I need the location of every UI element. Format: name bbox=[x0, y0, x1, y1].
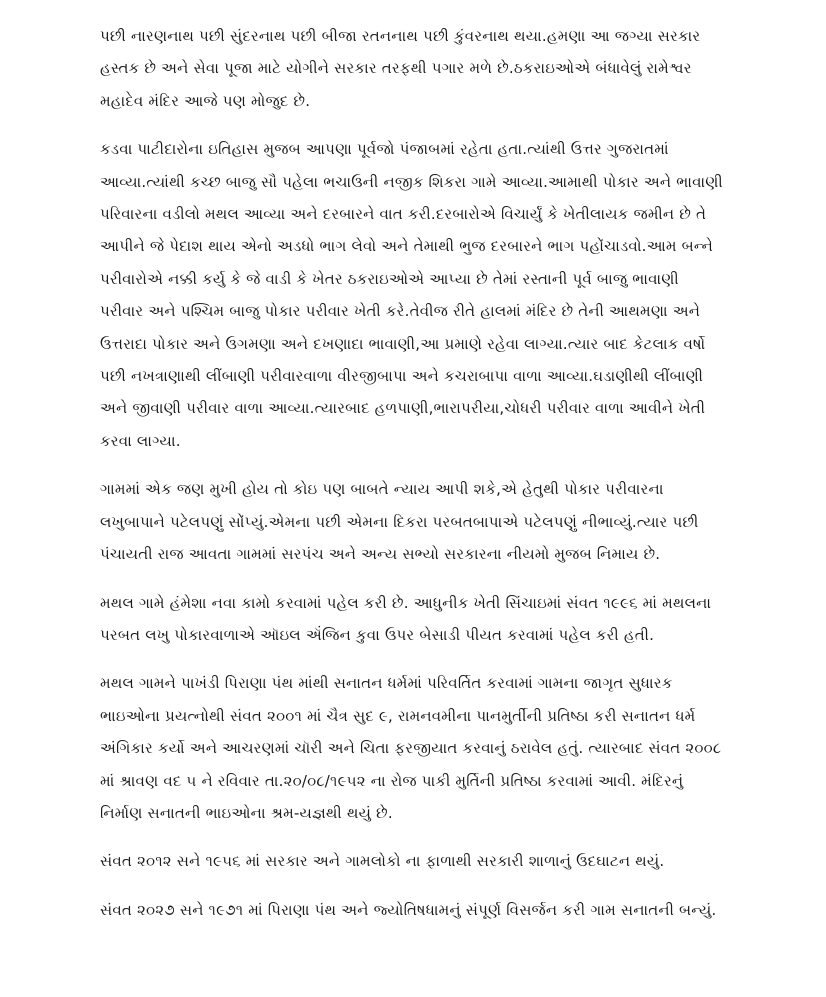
paragraph-3: ગામમાં એક જણ મુખી હોય તો કોઇ પણ બાબતે ન્યાય આપી શકે,એ હેતુથી પોકાર પરીવારના લખુબાપાને પટેલપણું સોંપ્યું.એમના પછી એમના દિકરા પરબતબાપાએ પટેલપણું નીભાવ્યું.ત્યાર પછી પંચાયતી રાજ આવતા ગામમાં સરપંચ અને અન્ય સભ્યો સરકારના નીયમો મુજબ નિમાય છે. bbox=[100, 480, 699, 564]
paragraph-4: મથલ ગામે હંમેશા નવા કામો કરવામાં પહેલ કરી છે. આધુનીક ખેતી સિંચાઇમાં સંવત ૧૯૯૬ માં મથલના પરબત લખુ પોકારવાળાએ ઑઇલ ઍંજિન કુવા ઉપર બેસાડી પીયત કરવામાં પહેલ કરી હતી. bbox=[100, 593, 712, 644]
paragraph-7: સંવત ૨૦૨૭ સને ૧૯૭૧ માં પિરાણા પંથ અને જ્યોતિષધામનું સંપૂર્ણ વિસર્જન કરી ગામ સનાતની બન્યું. bbox=[100, 900, 717, 919]
paragraph-2: કડવા પાટીદારોના ઇતિહાસ મુજબ આપણા પૂર્વજો પંજાબમાં રહેતા હતા.ત્યાંથી ઉત્તર ગુજરાતમાં આવ્યા.ત્યાંથી કચ્છ બાજુ સૌ પહેલા ભચાઉની નજીક શિકરા ગામે આવ્યા.આમાથી પોકાર અને ભાવાણી પરિવારના વડીલો મથલ આવ્યા અને દરબારને વાત કરી.દરબારોએ વિચાર્યું કે ખેતીલાયક જમીન છે તે આપીને જે પેદાશ થાય એનો અડધો ભાગ લેવો અને તેમાથી ભુજ દરબારને ભાગ પહોંચાડવો.આમ બન્ને પરીવારોએ નક્કી કર્યુ કે જે વાડી કે ખેતર ઠકરાઇઓએ આપ્યા છે તેમાં રસ્તાની પૂર્વ બાજુ ભાવાણી પરીવાર અને પશ્ચિમ બાજુ પોકાર પરીવાર ખેતી કરે.તેવીજ રીતે હાલમાં મંદિર છે તેની આથમણા અને ઉત્તરાદા પોકાર અને ઉગમણા અને દખણાદા ભાવાણી,આ પ્રમાણે રહેવા લાગ્યા.ત્યાર બાદ કેટલાક વર્ષો પછી નખત્રાણાથી લીંબાણી પરીવારવાળા વીરજીબાપા અને કચરાબાપા વાળા આવ્યા.ઘડાણીથી લીંબાણી અને જીવાણી પરીવાર વાળા આવ્યા.ત્યારબાદ હળપાણી,ભારાપરીયા,ચોધરી પરીવાર વાળા આવીને ખેતી કરવા લાગ્યા. bbox=[100, 140, 723, 450]
paragraph-5: મથલ ગામને પાખંડી પિરાણા પંથ માંથી સનાતન ધર્મમાં પરિવર્તિત કરવામાં ગામના જાગૃત સુધારક ભાઇઓના પ્રયત્નોથી સંવત ૨૦૦૧ માં ચૈત્ર સુદ ૯, રામનવમીના પાનમુર્તીની પ્રતિષ્ઠા કરી સનાતન ધર્મ અંગિકાર કર્યો અને આચરણમાં ચૉરી અને ચિતા ફરજીયાત કરવાનું ઠરાવેલ હતું. ત્યારબાદ સંવત ૨૦૦૮ માં શ્રાવણ વદ ૫ ને રવિવાર તા.૨૦/૦૮/૧૯૫૨ ના રોજ પાકી મુર્તિની પ્રતિષ્ઠા કરવામાં આવી. મંદિરનું નિર્માણ સનાતની ભાઇઓના શ્રમ-યજ્ઞથી થયું છે. bbox=[100, 674, 722, 822]
paragraph-6: સંવત ૨૦૧૨ સને ૧૯૫૬ માં સરકાર અને ગામલોકો ના ફાળાથી સરકારી શાળાનું ઉદઘાટન થયું. bbox=[100, 852, 665, 871]
paragraph-1: પછી નારણનાથ પછી સુંદરનાથ પછી બીજા રતનનાથ પછી કુંવરનાથ થયા.હમણા આ જગ્યા સરકાર હસ્તક છે અને સેવા પૂજા માટે યોગીને સરકાર તરફથી પગાર મળે છે.ઠકરાઇઓએ બંધાવેલું રામેશ્વર મહાદેવ મંદિર આજે પણ મોજુદ છે. bbox=[100, 27, 701, 110]
